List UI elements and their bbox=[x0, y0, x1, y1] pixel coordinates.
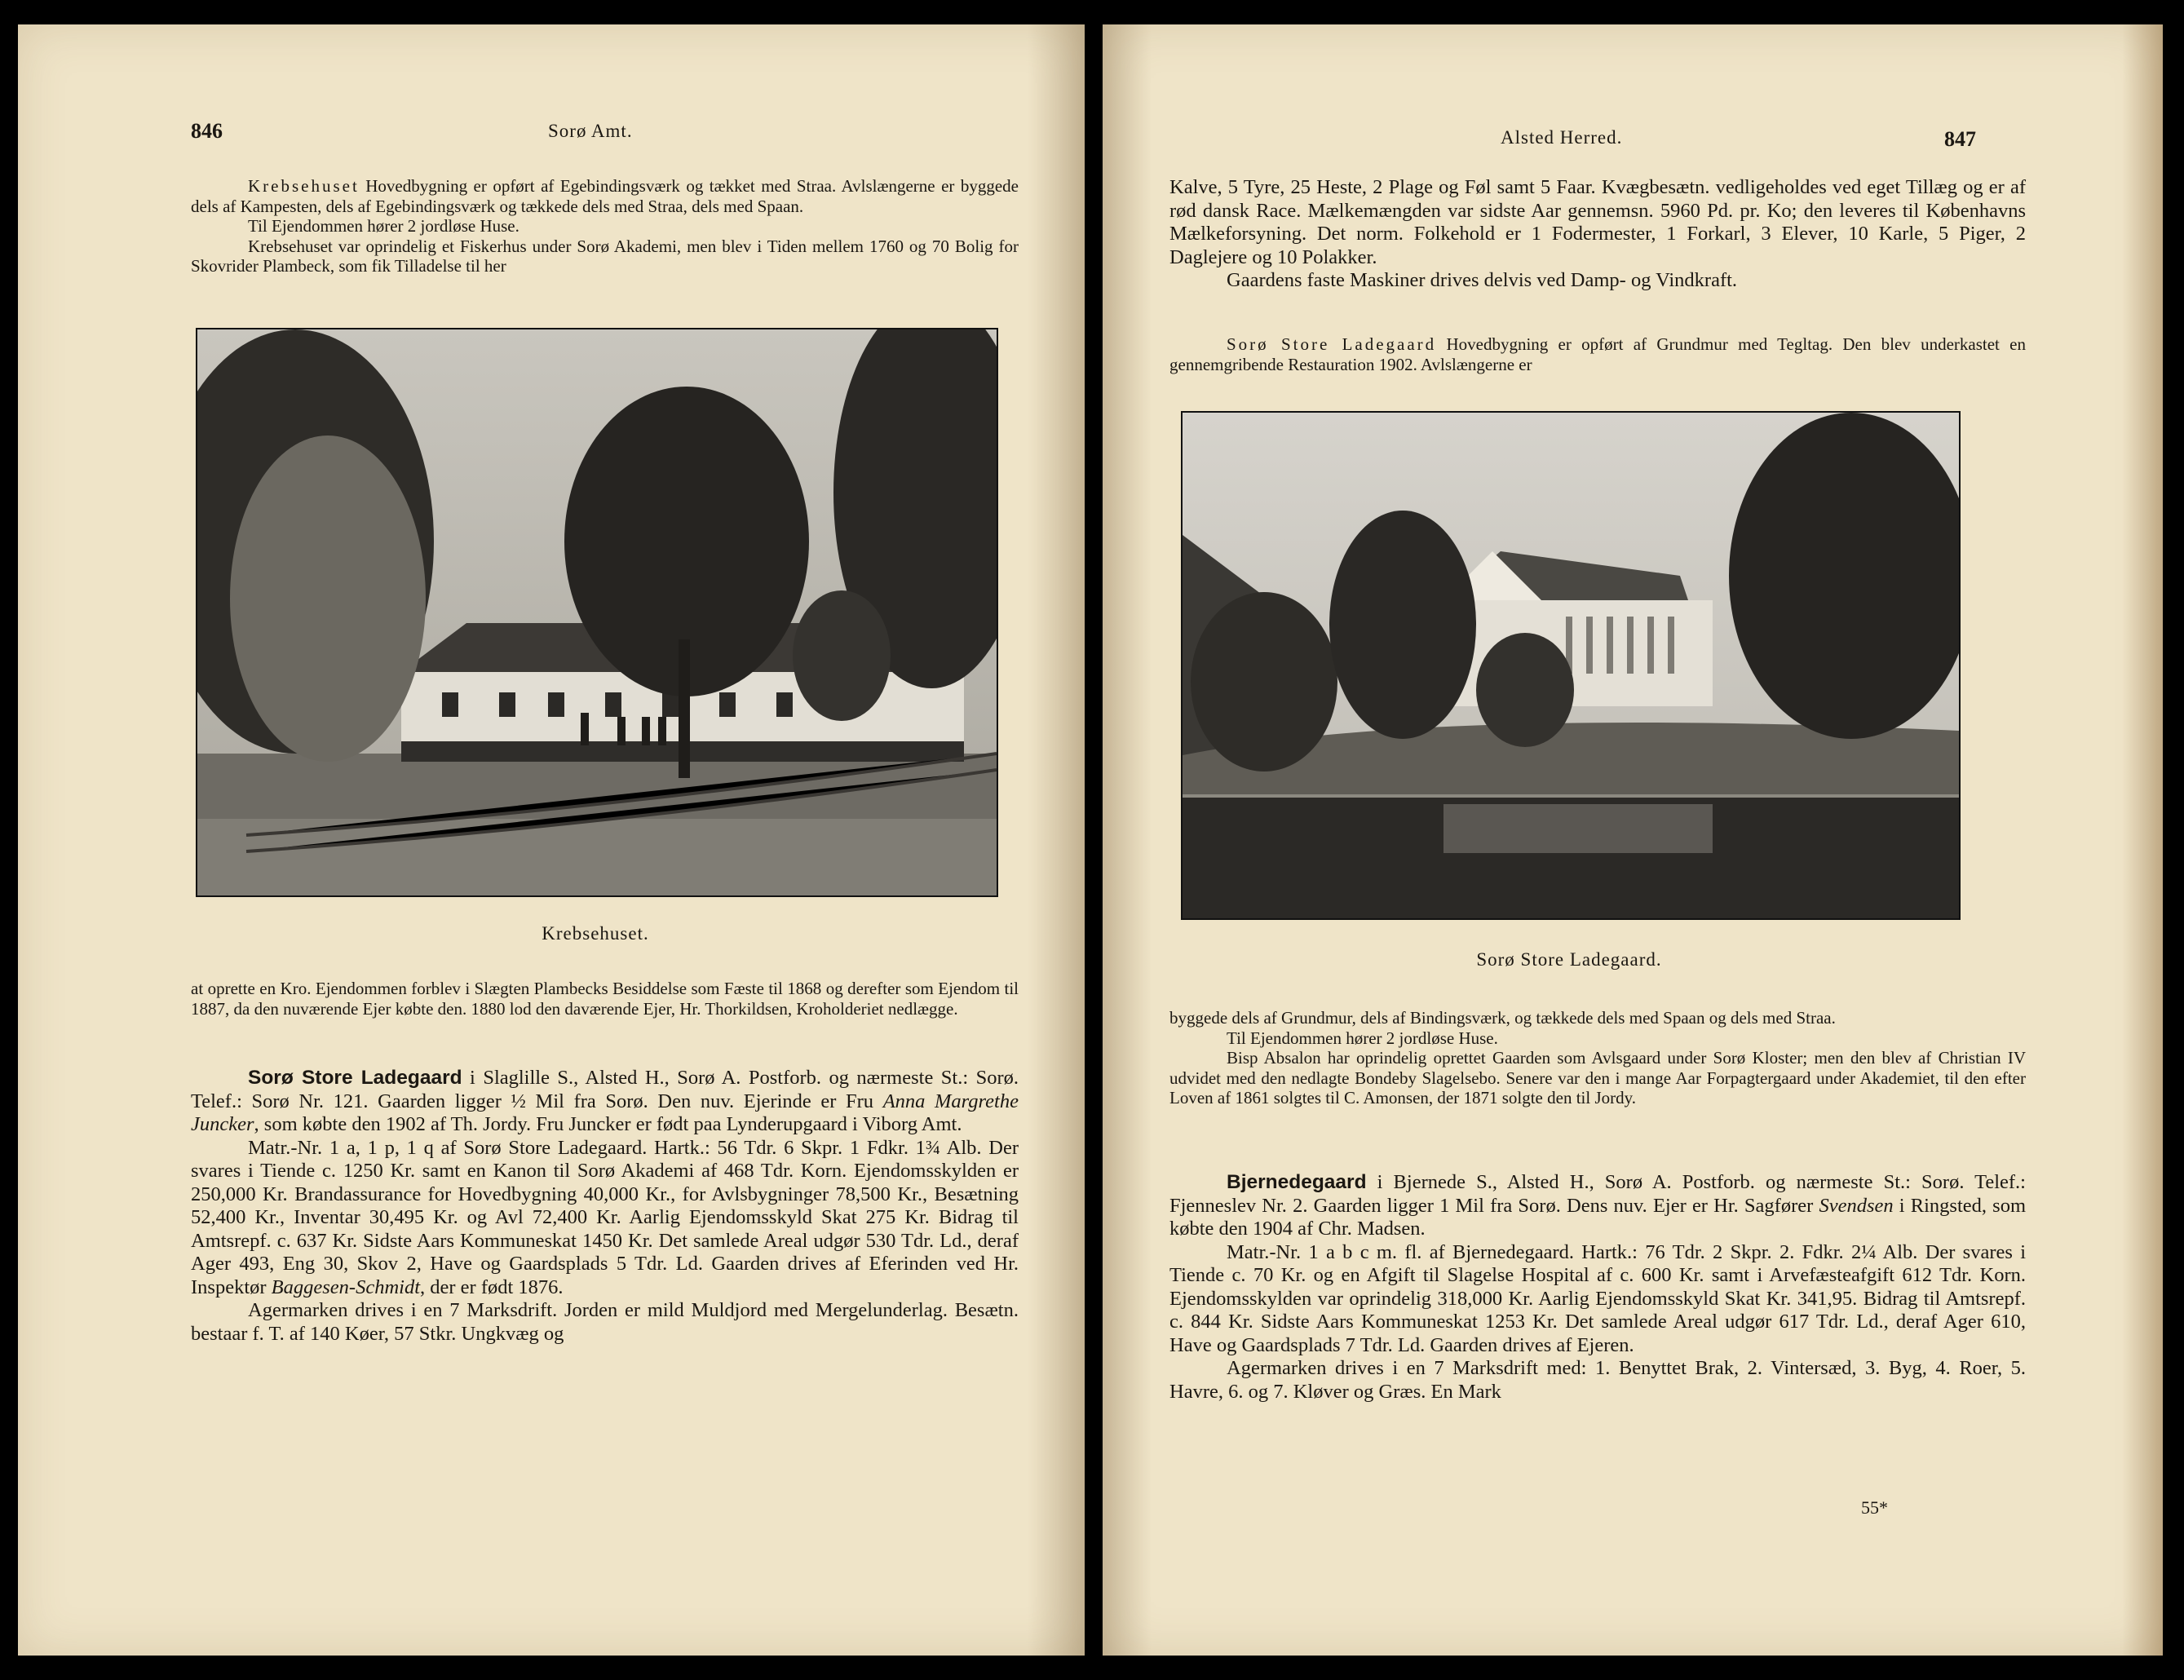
page-number: 847 bbox=[1944, 127, 1976, 151]
history-text bbox=[1169, 1008, 2026, 1108]
entry-sorø-store-ladegaard bbox=[191, 1067, 1019, 1346]
paragraph: Til Ejendommen hører 2 jordløse Huse. bbox=[248, 216, 519, 236]
running-header: Alsted Herred. bbox=[1501, 127, 1623, 148]
right-page bbox=[1103, 24, 2163, 1656]
owner-name: Svendsen bbox=[1819, 1194, 1894, 1217]
text-run: i Slaglille S., Alsted H., Sorø A. Postforb. og nærmeste St.: Sorø. Telef.: Sorø Nr. 121. Gaarden ligger ½ Mil fra Sorø. Den nuv. Ejerinde er Fru bbox=[191, 1067, 1019, 1112]
text-run: , som købte den 1902 af Th. Jordy. Fru Juncker er født paa Lynderupgaard i Viborg Amt. bbox=[254, 1113, 962, 1135]
entry-bjernedegaard bbox=[1169, 1171, 2026, 1404]
house-illustration bbox=[197, 329, 997, 895]
spine-shadow bbox=[1028, 24, 1085, 1656]
photo-krebsehuset bbox=[196, 328, 998, 897]
photo-caption: Sorø Store Ladegaard. bbox=[1476, 949, 1662, 970]
signature-mark: 55* bbox=[1861, 1497, 1888, 1518]
photo-caption: Krebsehuset. bbox=[542, 923, 649, 944]
paragraph: Til Ejendommen hører 2 jordløse Huse. bbox=[1227, 1028, 1498, 1048]
paragraph: Agermarken drives i en 7 Marksdrift. Jorden er mild Muldjord med Mergelunderlag. Besætn. bestaar f. T. af 140 Køer, 57 Stkr. Ungkvæg og bbox=[191, 1299, 1019, 1345]
text-run: Matr.-Nr. 1 a, 1 p, 1 q af Sorø Store Ladegaard. Hartk.: 56 Tdr. 6 Skpr. 1 Fdkr. 1¾ Alb. Der svares i Tiende c. 1250 Kr. samt en Kanon til Sorø Akademi af 468 Tdr. Korn. Ejendomsskylden er 250,000 Kr. Brandassurance for Hovedbygning 40,000 Kr., for Avlsbygninger 78,500 Kr., Besætning 52,400 Kr., Inventar 30,495 Kr. og Avl 72,400 Kr. Aarlig Ejendomsskyld Skat 275 Kr. Bidrag til Amtsrepf. c. 637 Kr. Sidste Aars Kommuneskat 1450 Kr. Det samlede Areal udgør 530 Tdr. Ld., deraf Ager 493, Eng 30, Skov 2, Have og Gaardsplads 5 Tdr. Ld. Gaarden drives af Eferinden ved Hr. Inspektør bbox=[191, 1136, 1019, 1298]
lead-word: Sorø Store Ladegaard bbox=[1227, 334, 1437, 354]
entry-name: Sorø Store Ladegaard bbox=[248, 1067, 462, 1089]
building-description bbox=[1169, 334, 2026, 374]
text-run: , der er født 1876. bbox=[420, 1275, 564, 1298]
spine-shadow bbox=[1103, 24, 1152, 1656]
paragraph: byggede dels af Grundmur, dels af Bindingsværk, og tækkede dels med Spaan og dels med Straa. bbox=[1169, 1008, 1836, 1028]
lead-word: Krebsehuset bbox=[248, 176, 360, 196]
page-number: 846 bbox=[191, 119, 223, 143]
page-edge bbox=[2122, 24, 2163, 1656]
photo-sorø-store-ladegaard bbox=[1181, 411, 1961, 920]
paragraph: Hovedbygning er opført af Egebindingsværk og tækket med Straa. Avlslængerne er byggede dels af Kampesten, dels af Egebindingsværk og tækkede dels med Straa, dels med Spaan. bbox=[191, 176, 1019, 216]
text-run: i Bjernede S., Alsted H., Sorø A. Postforb. og nærmeste St.: Sorø. Telef.: Fjenneslev Nr. 2. Gaarden ligger 1 Mil fra Sorø. Dens nuv. Ejer er Hr. Sagfører bbox=[1169, 1171, 2026, 1217]
paragraph: Bisp Absalon har oprindelig oprettet Gaarden som Avlsgaard under Sorø Kloster; men den blev af Christian IV udvidet med den nedlagte Bondeby Slagelsebo. Senere var den i mange Aar Forpagtergaard under Akademiet, til den efter Loven af 1861 solgtes til C. Amonsen, der 1871 solgte den til Jordy. bbox=[1169, 1048, 2026, 1107]
entry-name: Bjernedegaard bbox=[1227, 1171, 1367, 1193]
paragraph: at oprette en Kro. Ejendommen forblev i Slægten Plambecks Besiddelse som Fæste til 1868 og derefter som Ejendom til 1887, da den nuværende Ejer købte den. 1880 lod den daværende Ejer, Hr. Thorkildsen, Kroholderiet nedlægge. bbox=[191, 979, 1019, 1019]
intro-text-block bbox=[191, 176, 1019, 276]
inspector-name: Baggesen-Schmidt bbox=[271, 1275, 421, 1298]
text-run: i Ringsted, som købte den 1904 af Chr. Madsen. bbox=[1169, 1194, 2027, 1240]
paragraph: Gaardens faste Maskiner drives delvis ved Damp- og Vindkraft. bbox=[1227, 269, 1738, 291]
owner-name: Anna Margrethe Juncker bbox=[191, 1090, 1019, 1135]
text-run: Hovedbygning er opført af Grundmur med Tegltag. Den blev underkastet en gennemgribende Restauration 1902. Avlslængerne er bbox=[1169, 334, 2026, 374]
left-page bbox=[18, 24, 1085, 1656]
continuation-text bbox=[191, 979, 1019, 1019]
paragraph: Matr.-Nr. 1 a b c m. fl. af Bjernedegaard. Hartk.: 76 Tdr. 2 Skpr. 2. Fdkr. 2¼ Alb. Der svares i Tiende c. 70 Kr. og en Afgift til Slagelse Hospital af c. 600 Kr. samt i Arvefæsteafgift 612 Tdr. Korn. Ejendomsskylden var oprindelig 318,000 Kr. Aarlig Ejendomsskyld Skat Kr. 341,95. Bidrag til Amtsrepf. c. 844 Kr. Sidste Aars Kommuneskat 1253 Kr. Det samlede Areal udgør 617 Tdr. Ld., deraf Ager 610, Have og Gaardsplads 7 Tdr. Ld. Gaarden drives af Ejeren. bbox=[1169, 1240, 2026, 1356]
manor-illustration bbox=[1183, 413, 1959, 918]
paragraph: Kalve, 5 Tyre, 25 Heste, 2 Plage og Føl samt 5 Faar. Kvægbesætn. vedligeholdes ved eget Tillæg og er af rød dansk Race. Mælkemængden var sidste Aar gennemsn. 5960 Pd. pr. Ko; den leveres til Københavns Mælkeforsyning. Det norm. Folkehold er 1 Fodermester, 1 Forkarl, 3 Elever, 10 Karle, 5 Piger, 2 Daglejere og 10 Polakker. bbox=[1169, 176, 2026, 268]
running-header: Sorø Amt. bbox=[548, 121, 633, 141]
continuation-text bbox=[1169, 176, 2026, 293]
paragraph: Agermarken drives i en 7 Marksdrift med: 1. Benyttet Brak, 2. Vintersæd, 3. Byg, 4. Roer, 5. Havre, 6. og 7. Kløver og Græs. En Mark bbox=[1169, 1357, 2026, 1403]
paragraph: Krebsehuset var oprindelig et Fiskerhus under Sorø Akademi, men blev i Tiden mellem 1760 og 70 Bolig for Skovrider Plambeck, som fik Tilladelse til her bbox=[191, 236, 1019, 276]
